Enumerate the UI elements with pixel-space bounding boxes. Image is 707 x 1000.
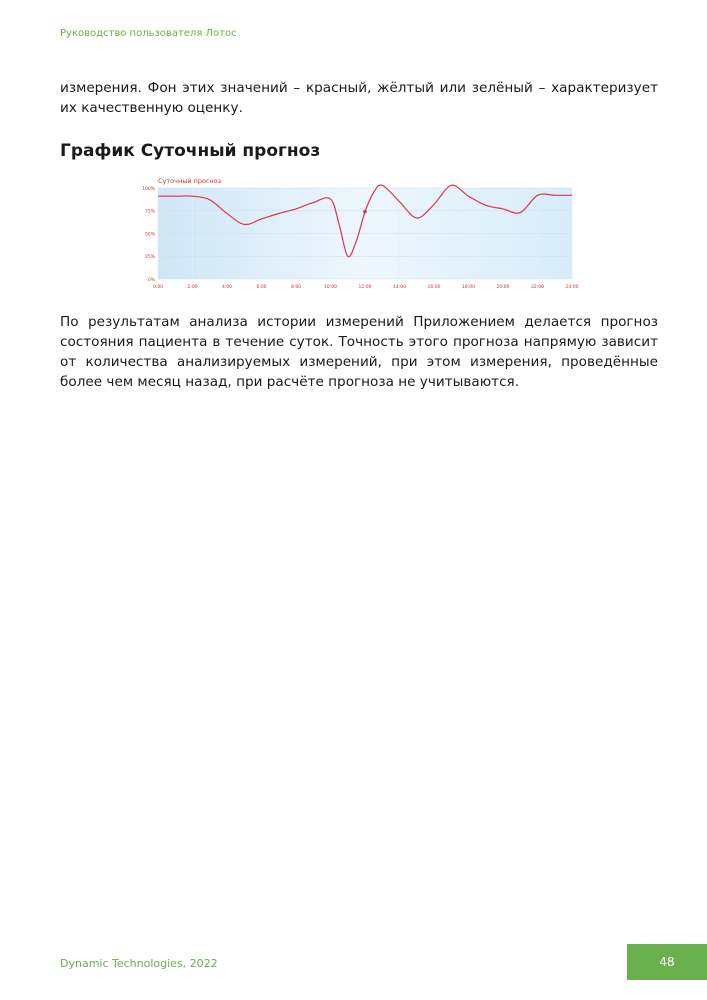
paragraph-intro: измерения. Фон этих значений – красный, жёлтый или зелёный – характеризует их качественную оценку. [60,80,658,116]
y-tick-label: 0% [147,277,155,283]
x-tick-label: 22:00 [531,285,544,290]
y-tick-label: 75% [144,209,155,215]
x-tick-label: 18:00 [462,285,475,290]
section-title: График Суточный прогноз [60,141,321,161]
x-tick-label: 10:00 [324,285,337,290]
y-axis-ticks [142,186,156,283]
chart-title: Суточный прогноз [158,177,222,185]
x-tick-label: 6:00 [256,285,267,290]
x-tick-label: 16:00 [427,285,441,290]
running-header: Руководство пользователя Лотос [60,28,237,39]
page-number: 48 [659,955,675,969]
footer-company: Dynamic Technologies, 2022 [60,957,218,970]
x-tick-label: 8:00 [290,285,302,290]
chart-daily-forecast [140,176,580,296]
x-axis-ticks [153,284,579,290]
chart-svg [140,176,580,296]
series-marker [363,210,367,214]
y-tick-label: 25% [144,255,155,261]
x-tick-label: 0:00 [152,285,164,290]
x-tick-label: 4:00 [221,285,233,290]
x-tick-label: 14:00 [393,285,406,290]
x-tick-label: 12:00 [358,285,372,290]
paragraph-forecast: По результатам анализа истории измерений Приложением делается прогноз состояния пациента в течение суток. Точность этого прогноза напрямую зависит от количества анализируемых измерений, при этом измерения, проведённые более чем месяц назад, при расчёте прогноза не учитываются. [60,314,658,390]
x-tick-label: 20:00 [496,285,510,290]
x-tick-label: 24:00 [565,285,579,290]
x-tick-label: 2:00 [187,285,198,290]
y-tick-label: 100% [142,186,155,192]
y-tick-label: 50% [144,232,155,238]
page-number-box [627,944,707,980]
